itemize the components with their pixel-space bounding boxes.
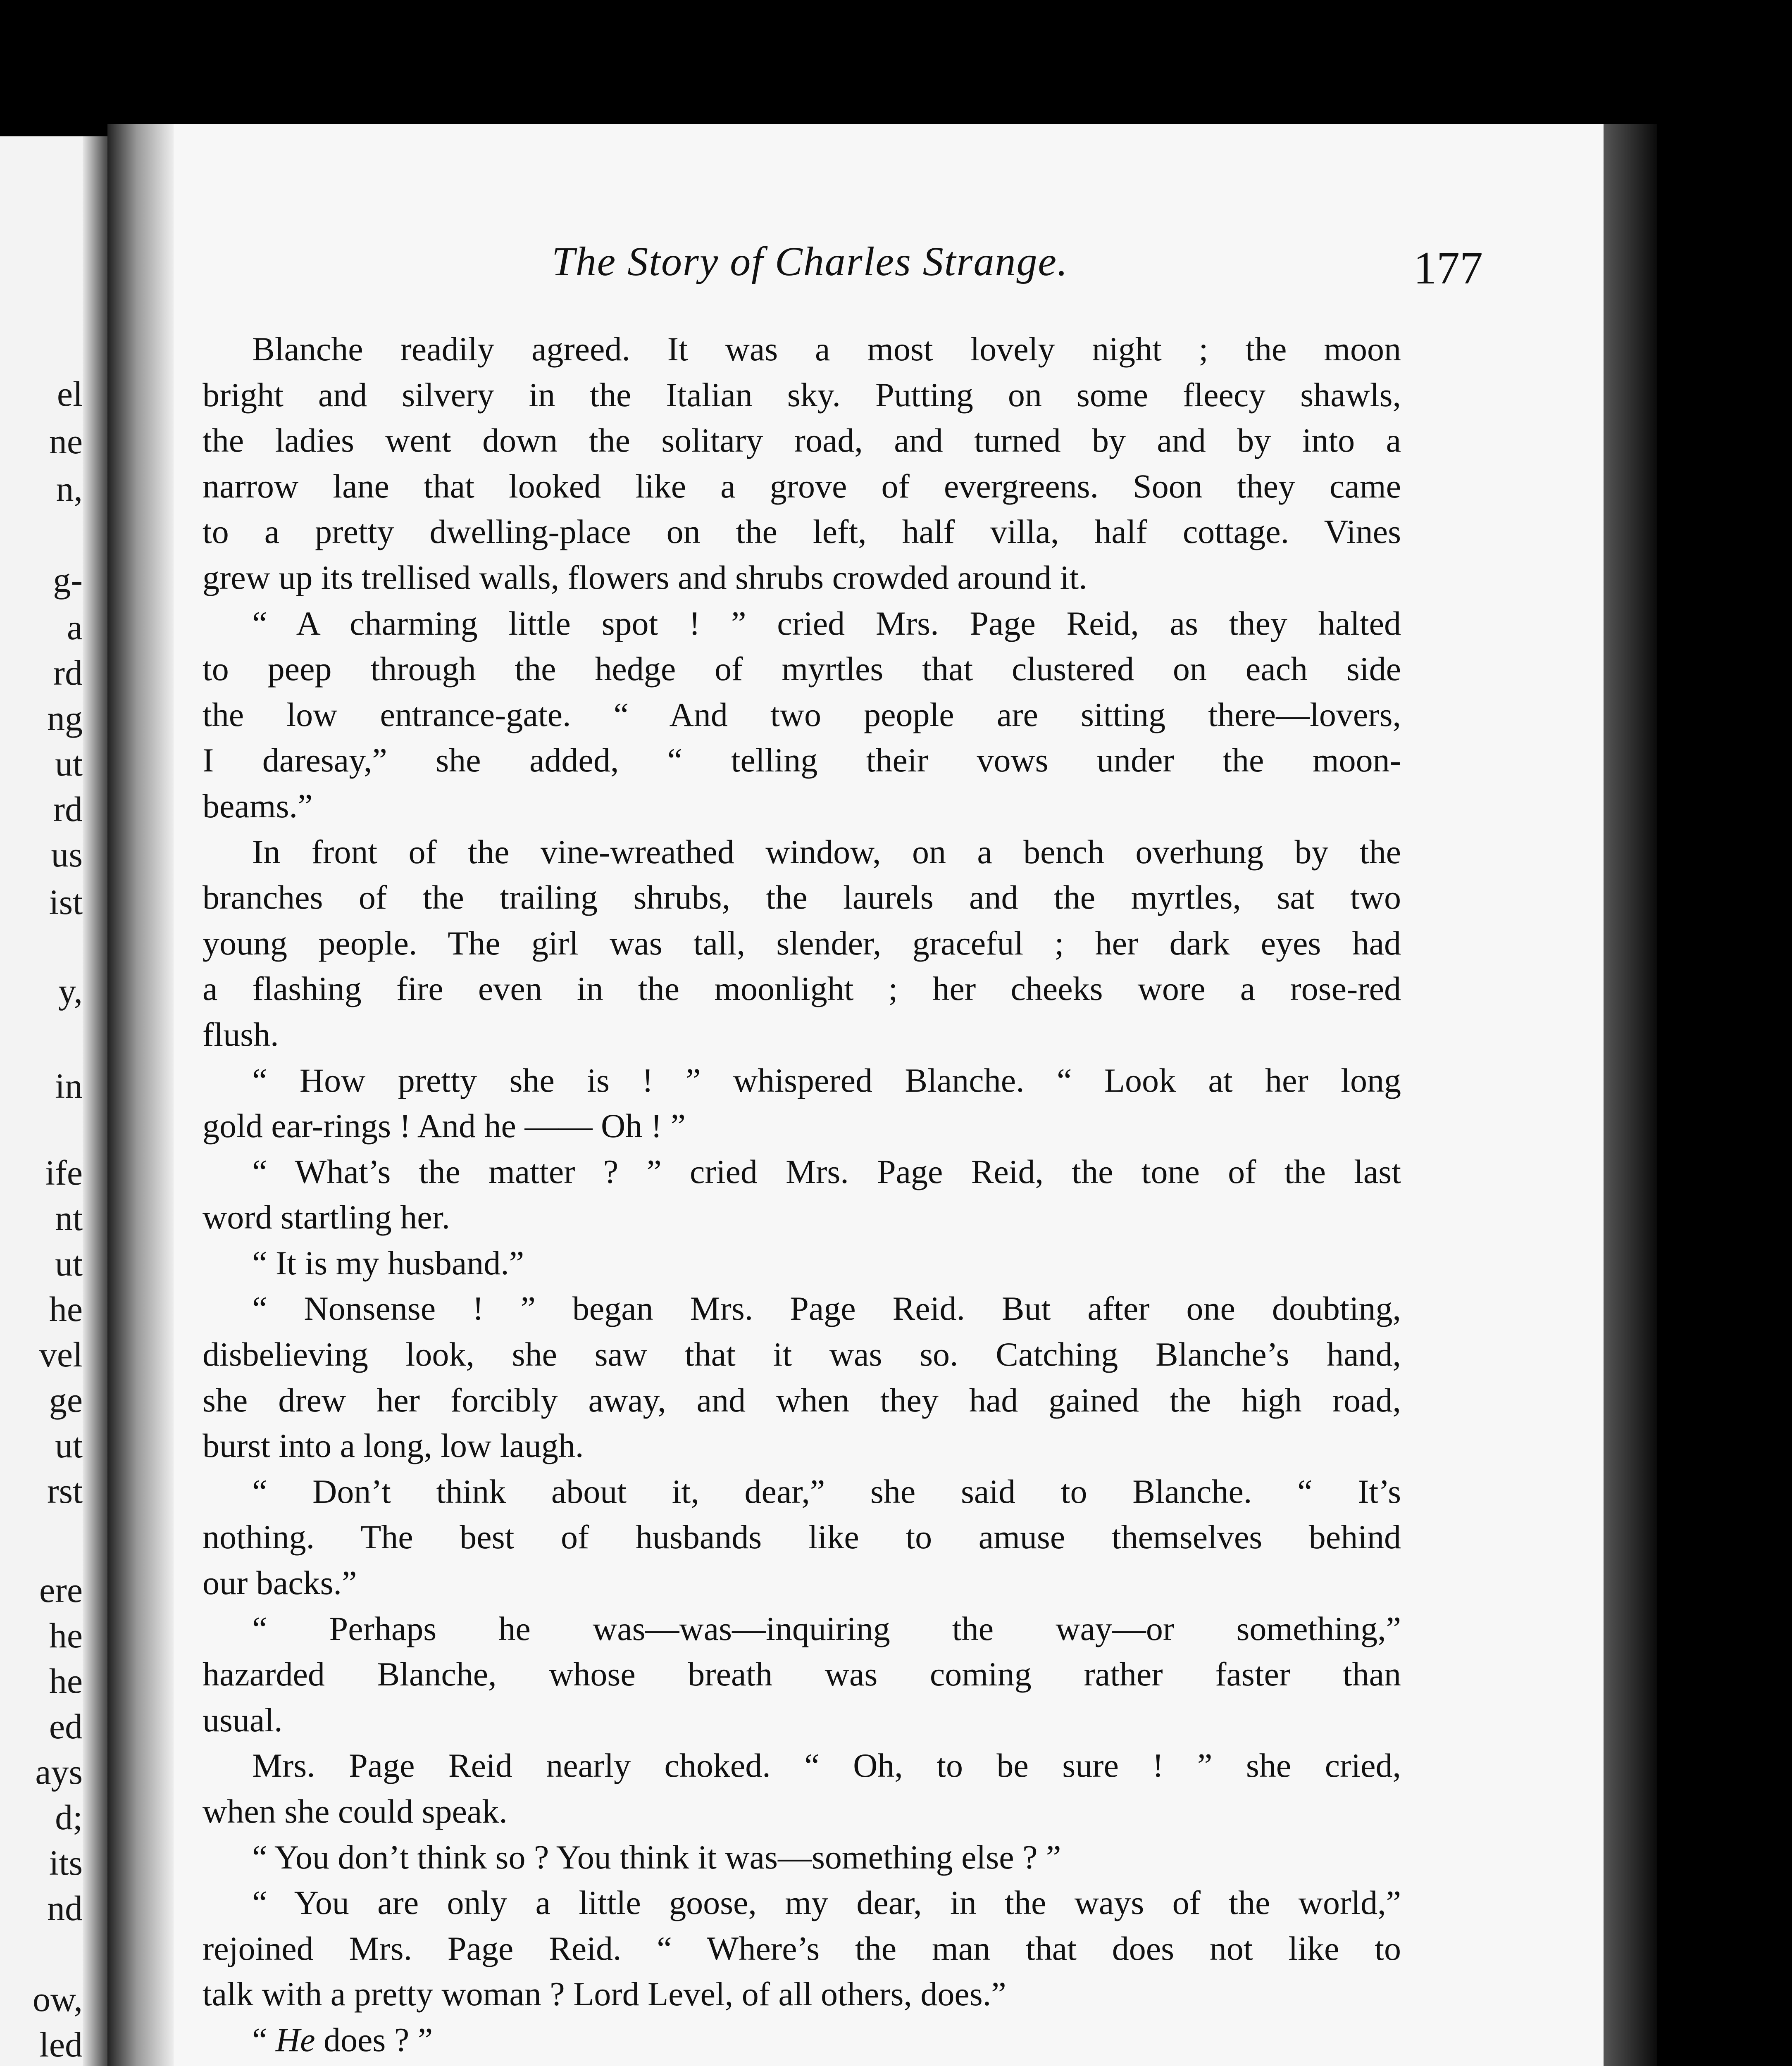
left-page-line-fragment: n, bbox=[56, 469, 83, 509]
text-line: “ You are only a little goose, my dear, in the ways of the world,” bbox=[252, 1884, 1401, 1922]
text-line: usual. bbox=[203, 1701, 283, 1739]
text-line: nothing. The best of husbands like to amuse themselves behind bbox=[203, 1518, 1401, 1556]
text-line: to a pretty dwelling-place on the left, half villa, half cottage. Vines bbox=[203, 513, 1401, 551]
text-line: “ What’s the matter ? ” cried Mrs. Page Reid, the tone of the last bbox=[252, 1152, 1401, 1190]
left-page-line-fragment: ere bbox=[39, 1570, 83, 1610]
text-line bbox=[203, 2063, 1401, 2066]
running-title: The Story of Charles Strange. bbox=[552, 238, 1068, 284]
left-page-line-fragment: ne bbox=[49, 421, 83, 461]
text-line: “ Perhaps he was—was—inquiring the way—or something,” bbox=[252, 1609, 1401, 1647]
left-page-line-fragment: ut bbox=[55, 1426, 83, 1465]
left-page-line-fragment: a bbox=[67, 607, 83, 647]
text-line: Mrs. Page Reid nearly choked. “ Oh, to be sure ! ” she cried, bbox=[252, 1747, 1401, 1785]
text-line: word startling her. bbox=[203, 1198, 450, 1236]
text-line: to peep through the hedge of myrtles that clustered on each side bbox=[203, 650, 1401, 688]
left-page-line-fragment: its bbox=[49, 1843, 83, 1883]
page-outer-edge bbox=[1604, 124, 1657, 2066]
left-page-line-fragment: in bbox=[55, 1066, 83, 1106]
left-page-line-fragment: rd bbox=[53, 789, 83, 829]
text-line: a flashing fire even in the moonlight ; her cheeks wore a rose-red bbox=[203, 970, 1401, 1008]
text-line: branches of the trailing shrubs, the laurels and the myrtles, sat two bbox=[203, 878, 1401, 916]
left-page-line-fragment: vel bbox=[39, 1335, 83, 1374]
left-page-line-fragment: us bbox=[51, 835, 83, 874]
text-line: the ladies went down the solitary road, and turned by and by into a bbox=[203, 421, 1401, 459]
text-line: In front of the vine-wreathed window, on a bench overhung by the bbox=[252, 833, 1401, 871]
left-page-line-fragment: rd bbox=[53, 653, 83, 693]
left-page-line-fragment: d; bbox=[55, 1797, 83, 1837]
text-line: “ Nonsense ! ” began Mrs. Page Reid. But after one doubting, bbox=[252, 1290, 1401, 1328]
text-line: our backs.” bbox=[203, 1564, 357, 1602]
left-page-line-fragment: y, bbox=[58, 971, 83, 1011]
text-line: when she could speak. bbox=[203, 1792, 508, 1830]
left-page-line-fragment: nd bbox=[47, 1888, 83, 1928]
text-line: “ You don’t think so ? You think it was—something else ? ” bbox=[252, 1838, 1061, 1876]
left-page-line-fragment: nt bbox=[55, 1198, 83, 1238]
text-line: burst into a long, low laugh. bbox=[203, 1427, 584, 1465]
left-page-line-fragment: ut bbox=[55, 744, 83, 783]
text-line: “ It is my husband.” bbox=[252, 1244, 524, 1282]
text-line: grew up its trellised walls, flowers and shrubs crowded around it. bbox=[203, 558, 1087, 596]
text-line: she drew her forcibly away, and when they had gained the high road, bbox=[203, 1381, 1401, 1419]
page-gutter bbox=[107, 124, 174, 2066]
left-page-line-fragment: ow, bbox=[32, 1979, 83, 2019]
text-line: I daresay,” she added, “ telling their vows under the moon- bbox=[203, 741, 1401, 779]
left-page-line-fragment: ng bbox=[47, 698, 83, 738]
left-page-line-fragment: he bbox=[49, 1289, 83, 1329]
text-line: flush. bbox=[203, 1015, 279, 1053]
text-line: young people. The girl was tall, slender, graceful ; her dark eyes had bbox=[203, 924, 1401, 962]
left-page-line-fragment: ist bbox=[49, 882, 83, 922]
left-page-line-fragment: he bbox=[49, 1616, 83, 1655]
left-page-line-fragment: ut bbox=[55, 1244, 83, 1283]
text-line: “ How pretty she is ! ” whispered Blanche. “ Look at her long bbox=[252, 1061, 1401, 1099]
left-page-line-fragment: rst bbox=[47, 1471, 83, 1511]
text-line: talk with a pretty woman ? Lord Level, of all others, does.” bbox=[203, 1975, 1006, 2013]
left-page-line-fragment: ed bbox=[49, 1707, 83, 1746]
text-line: rejoined Mrs. Page Reid. “ Where’s the man that does not like to bbox=[203, 1929, 1401, 1967]
text-line: “ Don’t think about it, dear,” she said to Blanche. “ It’s bbox=[252, 1472, 1401, 1510]
left-page-line-fragment: el bbox=[57, 374, 83, 414]
left-page-line-fragment: ife bbox=[45, 1153, 83, 1192]
body-text bbox=[203, 326, 1401, 2066]
left-page-line-fragment: led bbox=[39, 2025, 83, 2064]
text-line: beams.” bbox=[203, 787, 313, 825]
text-line: narrow lane that looked like a grove of evergreens. Soon they came bbox=[203, 467, 1401, 505]
text-line: “ He does ? ” bbox=[252, 2021, 433, 2059]
text-line: hazarded Blanche, whose breath was coming rather faster than bbox=[203, 1655, 1401, 1693]
text-line: “ A charming little spot ! ” cried Mrs. Page Reid, as they halted bbox=[252, 604, 1401, 642]
left-page-line-fragment: ays bbox=[35, 1752, 83, 1792]
text-line: the low entrance-gate. “ And two people are sitting there—lovers, bbox=[203, 695, 1401, 733]
text-line: disbelieving look, she saw that it was so. Catching Blanche’s hand, bbox=[203, 1335, 1401, 1373]
left-page-line-fragment: ge bbox=[49, 1380, 83, 1420]
left-page-line-fragment: g- bbox=[53, 560, 83, 600]
text-line: gold ear-rings ! And he —— Oh ! ” bbox=[203, 1107, 686, 1145]
text-line: bright and silvery in the Italian sky. Putting on some fleecy shawls, bbox=[203, 376, 1401, 414]
running-head bbox=[203, 233, 1483, 294]
page-number: 177 bbox=[1413, 243, 1483, 294]
left-page-line-fragment: he bbox=[49, 1661, 83, 1701]
text-line: Blanche readily agreed. It was a most lovely night ; the moon bbox=[252, 330, 1401, 368]
